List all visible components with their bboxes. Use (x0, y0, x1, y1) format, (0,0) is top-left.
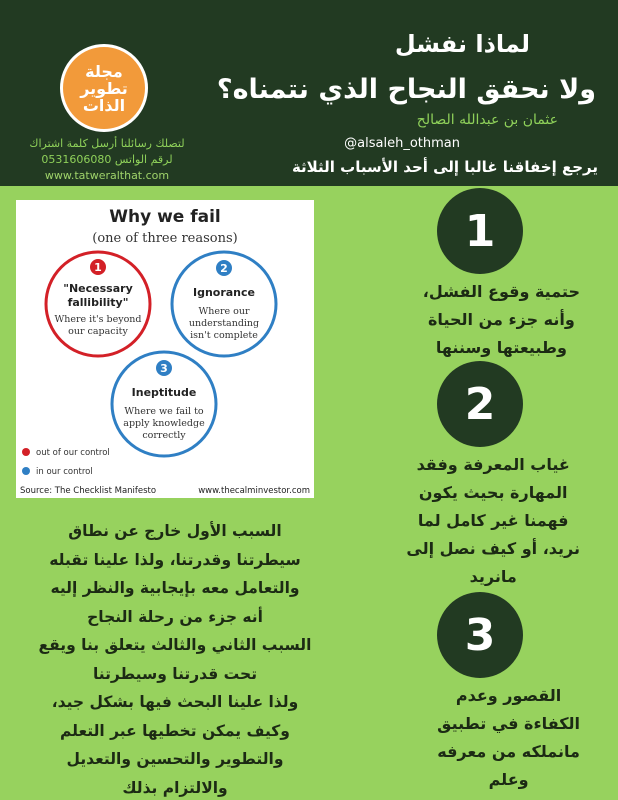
point-number-1: 1 (437, 188, 523, 274)
reason-number-1: 1 (94, 261, 102, 274)
website-link[interactable]: www.tatweralthat.com (44, 169, 170, 182)
page-title-line-2: ولا نحقق النجاح الذي نتمناه؟ (216, 74, 596, 105)
body-line: السبب الثاني والثالث يتعلق بنا ويقع (38, 636, 312, 654)
contact-line-2: لرقم الواتس 0531606080 (41, 153, 173, 166)
point-2-line-3: فهمنا غير كامل لما (417, 511, 569, 530)
point-3-line-2: الكفاءة في تطبيق (437, 714, 580, 733)
body-line: ولذا علينا البحث فيها بشكل جيد، (51, 693, 299, 711)
point-1-line-1: حتمية وقوع الفشل، (422, 282, 580, 301)
body-line: سيطرتنا وقدرتنا، ولذا علينا تقبله (49, 550, 301, 569)
header-banner (0, 0, 618, 186)
body-line: والتطوير والتحسين والتعديل (66, 750, 284, 768)
reason-title-1a: "Necessary (63, 282, 133, 295)
legend-red-label: out of our control (36, 448, 110, 458)
body-line: والتعامل معه بإيجابية والنظر إليه (50, 579, 300, 597)
reason-desc-3c: correctly (142, 430, 186, 441)
author-name: عثمان بن عبدالله الصالح (416, 112, 558, 128)
point-text-3 (437, 682, 580, 794)
infographic-subtitle: (one of three reasons) (92, 231, 238, 246)
reason-desc-1a: Where it's beyond (54, 314, 142, 325)
reason-desc-2a: Where our (198, 306, 250, 317)
point-1-line-3: وطبيعتها وسننها (435, 338, 567, 357)
reason-number-2: 2 (220, 262, 228, 275)
contact-info (18, 136, 196, 184)
point-2-line-4: نريد، أو كيف نصل إلى (406, 539, 580, 558)
reason-desc-2c: isn't complete (190, 330, 258, 341)
point-2-line-2: المهارة بحيث يكون (418, 483, 568, 502)
infographic-site: www.thecalminvestor.com (198, 486, 310, 496)
body-line: السبب الأول خارج عن نطاق (68, 522, 282, 540)
legend-blue-label: in our control (36, 467, 93, 477)
explanation-text (20, 517, 330, 800)
page-subtitle: يرجع إخفاقنا غالبا إلى أحد الأسباب الثلاثة (291, 158, 598, 176)
reason-title-1b: fallibility" (67, 296, 129, 309)
point-3-line-1: القصور وعدم (455, 686, 562, 705)
reason-number-3: 3 (160, 362, 168, 375)
body-line: والالتزام بذلك (122, 778, 228, 797)
point-1-line-2: وأنه جزء من الحياة (427, 310, 575, 329)
legend-red-dot (22, 448, 30, 456)
magazine-logo (60, 44, 148, 132)
point-2-line-5: مانريد (469, 567, 517, 586)
body-line: وكيف يمكن تخطيها عبر التعلم (60, 721, 290, 740)
reason-desc-3b: apply knowledge (123, 418, 205, 429)
point-2-line-1: غياب المعرفة وفقد (416, 455, 570, 474)
point-number-2: 2 (437, 361, 523, 447)
contact-line-1: لتصلك رسائلنا أرسل كلمة اشتراك (29, 137, 185, 150)
point-3-line-3: مانملكه من معرفه (437, 742, 580, 761)
reason-desc-3a: Where we fail to (124, 406, 204, 417)
legend-blue-dot (22, 467, 30, 475)
logo-text: مجلة تطوير الذات (80, 61, 128, 115)
page-title-line-1: لماذا نفشل (394, 30, 530, 58)
infographic-source: Source: The Checklist Manifesto (20, 486, 157, 496)
body-line: أنه جزء من رحلة النجاح (87, 607, 263, 626)
reason-desc-1b: our capacity (68, 326, 128, 337)
why-we-fail-infographic (16, 200, 314, 498)
point-number-3: 3 (437, 592, 523, 678)
body-line: تحت قدرتنا وسيطرتنا (92, 664, 258, 683)
reason-title-2: Ignorance (192, 286, 256, 299)
point-text-1 (423, 278, 580, 362)
point-3-line-4: وعلم (488, 770, 529, 789)
author-handle[interactable]: @alsaleh_othman (344, 136, 460, 151)
reason-desc-2b: understanding (188, 318, 260, 329)
point-text-2 (406, 451, 580, 591)
reason-title-3: Ineptitude (131, 386, 197, 399)
infographic-title: Why we fail (109, 207, 221, 227)
